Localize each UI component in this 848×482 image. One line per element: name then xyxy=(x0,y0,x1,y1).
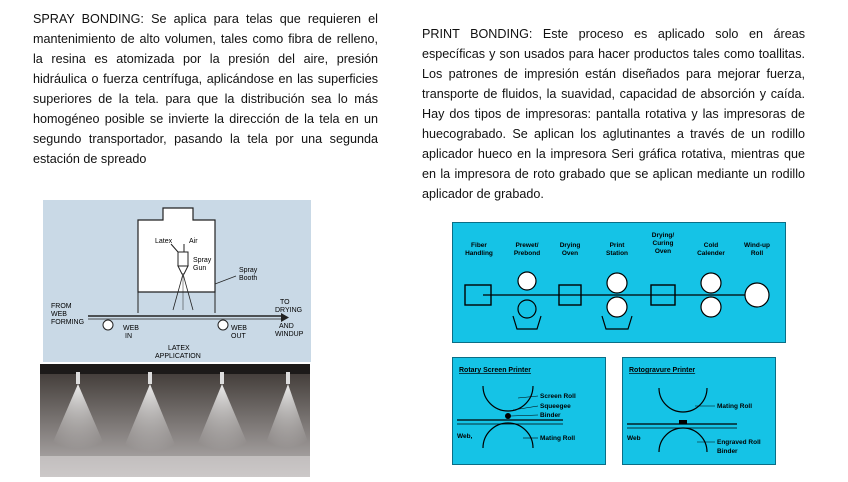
stage-label: Wind-up xyxy=(744,242,770,249)
rotogravure-mating-roll-label: Mating Roll xyxy=(717,403,753,410)
air-label: Air xyxy=(189,238,198,245)
spray-gun-label-1: Spray xyxy=(193,257,212,264)
web-in-label-1: WEB xyxy=(123,325,139,332)
caption-line-1: LATEX xyxy=(168,345,190,352)
print-bonding-process-diagram xyxy=(452,222,786,343)
caption-line-2: APPLICATION xyxy=(155,353,201,360)
stage-label: Handling xyxy=(465,250,493,257)
web-in-label-2: IN xyxy=(125,333,132,340)
stage-label: Oven xyxy=(561,250,579,257)
screen-roll-label: Screen Roll xyxy=(540,393,576,400)
rotogravure-title: Rotogravure Printer xyxy=(629,367,696,374)
stage-label: Drying xyxy=(559,242,581,249)
spray-booth-label-2: Booth xyxy=(239,275,258,282)
stage-label: Cold xyxy=(703,242,719,249)
squeegee-label: Squeegee xyxy=(540,403,571,410)
mating-roll-label: Mating Roll xyxy=(540,435,576,442)
binder-label: Binder xyxy=(540,412,561,419)
stage-label: Print xyxy=(609,242,625,249)
web-out-label-1: WEB xyxy=(231,325,247,332)
to-drying-label-4: WINDUP xyxy=(275,331,304,338)
stage-label: Station xyxy=(605,250,629,257)
rotogravure-printer-diagram xyxy=(622,357,776,465)
stage-label: Calender xyxy=(697,250,725,257)
to-drying-label-2: DRYING xyxy=(275,307,303,314)
spray-booth-label-1: Spray xyxy=(239,267,258,274)
stage-label: Prebond xyxy=(513,250,541,257)
spray-nozzles-photo xyxy=(40,364,310,477)
spray-gun-label-2: Gun xyxy=(193,265,207,272)
rotogravure-binder-label: Binder xyxy=(717,448,738,455)
from-web-label-2: WEB xyxy=(51,311,67,318)
web-out-label-2: OUT xyxy=(231,333,246,340)
print-bonding-paragraph: PRINT BONDING: Este proceso es aplicado solo en áreas específicas y son usados para hacer productos tales como toallitas. Los patrones de impresión están diseñados para mejorar fuerza, transporte de fluidos, la suavidad, capacidad de absorción y caída. Hay dos tipos de impresoras: pantalla rotativa y las impresoras de huecograbado. Se aplican los aglutinantes a través de un rodillo aplicador hueco en la impresora Seri gráfica rotativa, mientras que en la impresora de roto grabado que se aplican mediante un rodillo aplicador de grabado. xyxy=(422,27,805,201)
from-web-label-3: FORMING xyxy=(51,319,85,326)
stage-label: Prewet/ xyxy=(515,242,539,249)
latex-application-diagram xyxy=(43,200,311,362)
stage-label: Fiber xyxy=(471,242,487,249)
engraved-roll-label: Engraved Roll xyxy=(717,439,761,446)
latex-label: Latex xyxy=(155,238,173,245)
to-drying-label-1: TO xyxy=(280,299,290,306)
stage-label: Curing xyxy=(652,240,674,247)
rotary-screen-printer-diagram xyxy=(452,357,606,465)
rotary-title: Rotary Screen Printer xyxy=(459,367,531,374)
rotogravure-web-label: Web xyxy=(627,435,641,442)
spray-bonding-paragraph: SPRAY BONDING: Se aplica para telas que requieren el mantenimiento de alto volumen, tales como fibra de relleno, la resina es atomizada por la presión del aire, presión hidráulica o fuerza centrífuga, aplicándose en las superficies superiores de la tela. para que la distribución sea lo más homogéneo posible se invierte la dirección de la tela en un segundo transportador, pasando la tela por una segunda estación de spreado xyxy=(33,12,378,166)
web-label: Web, xyxy=(457,433,473,440)
from-web-label-1: FROM xyxy=(51,303,72,310)
stage-label: Oven xyxy=(654,248,672,255)
to-drying-label-3: AND xyxy=(279,323,294,330)
stage-label: Roll xyxy=(750,250,764,257)
stage-label: Drying/ xyxy=(651,232,675,239)
